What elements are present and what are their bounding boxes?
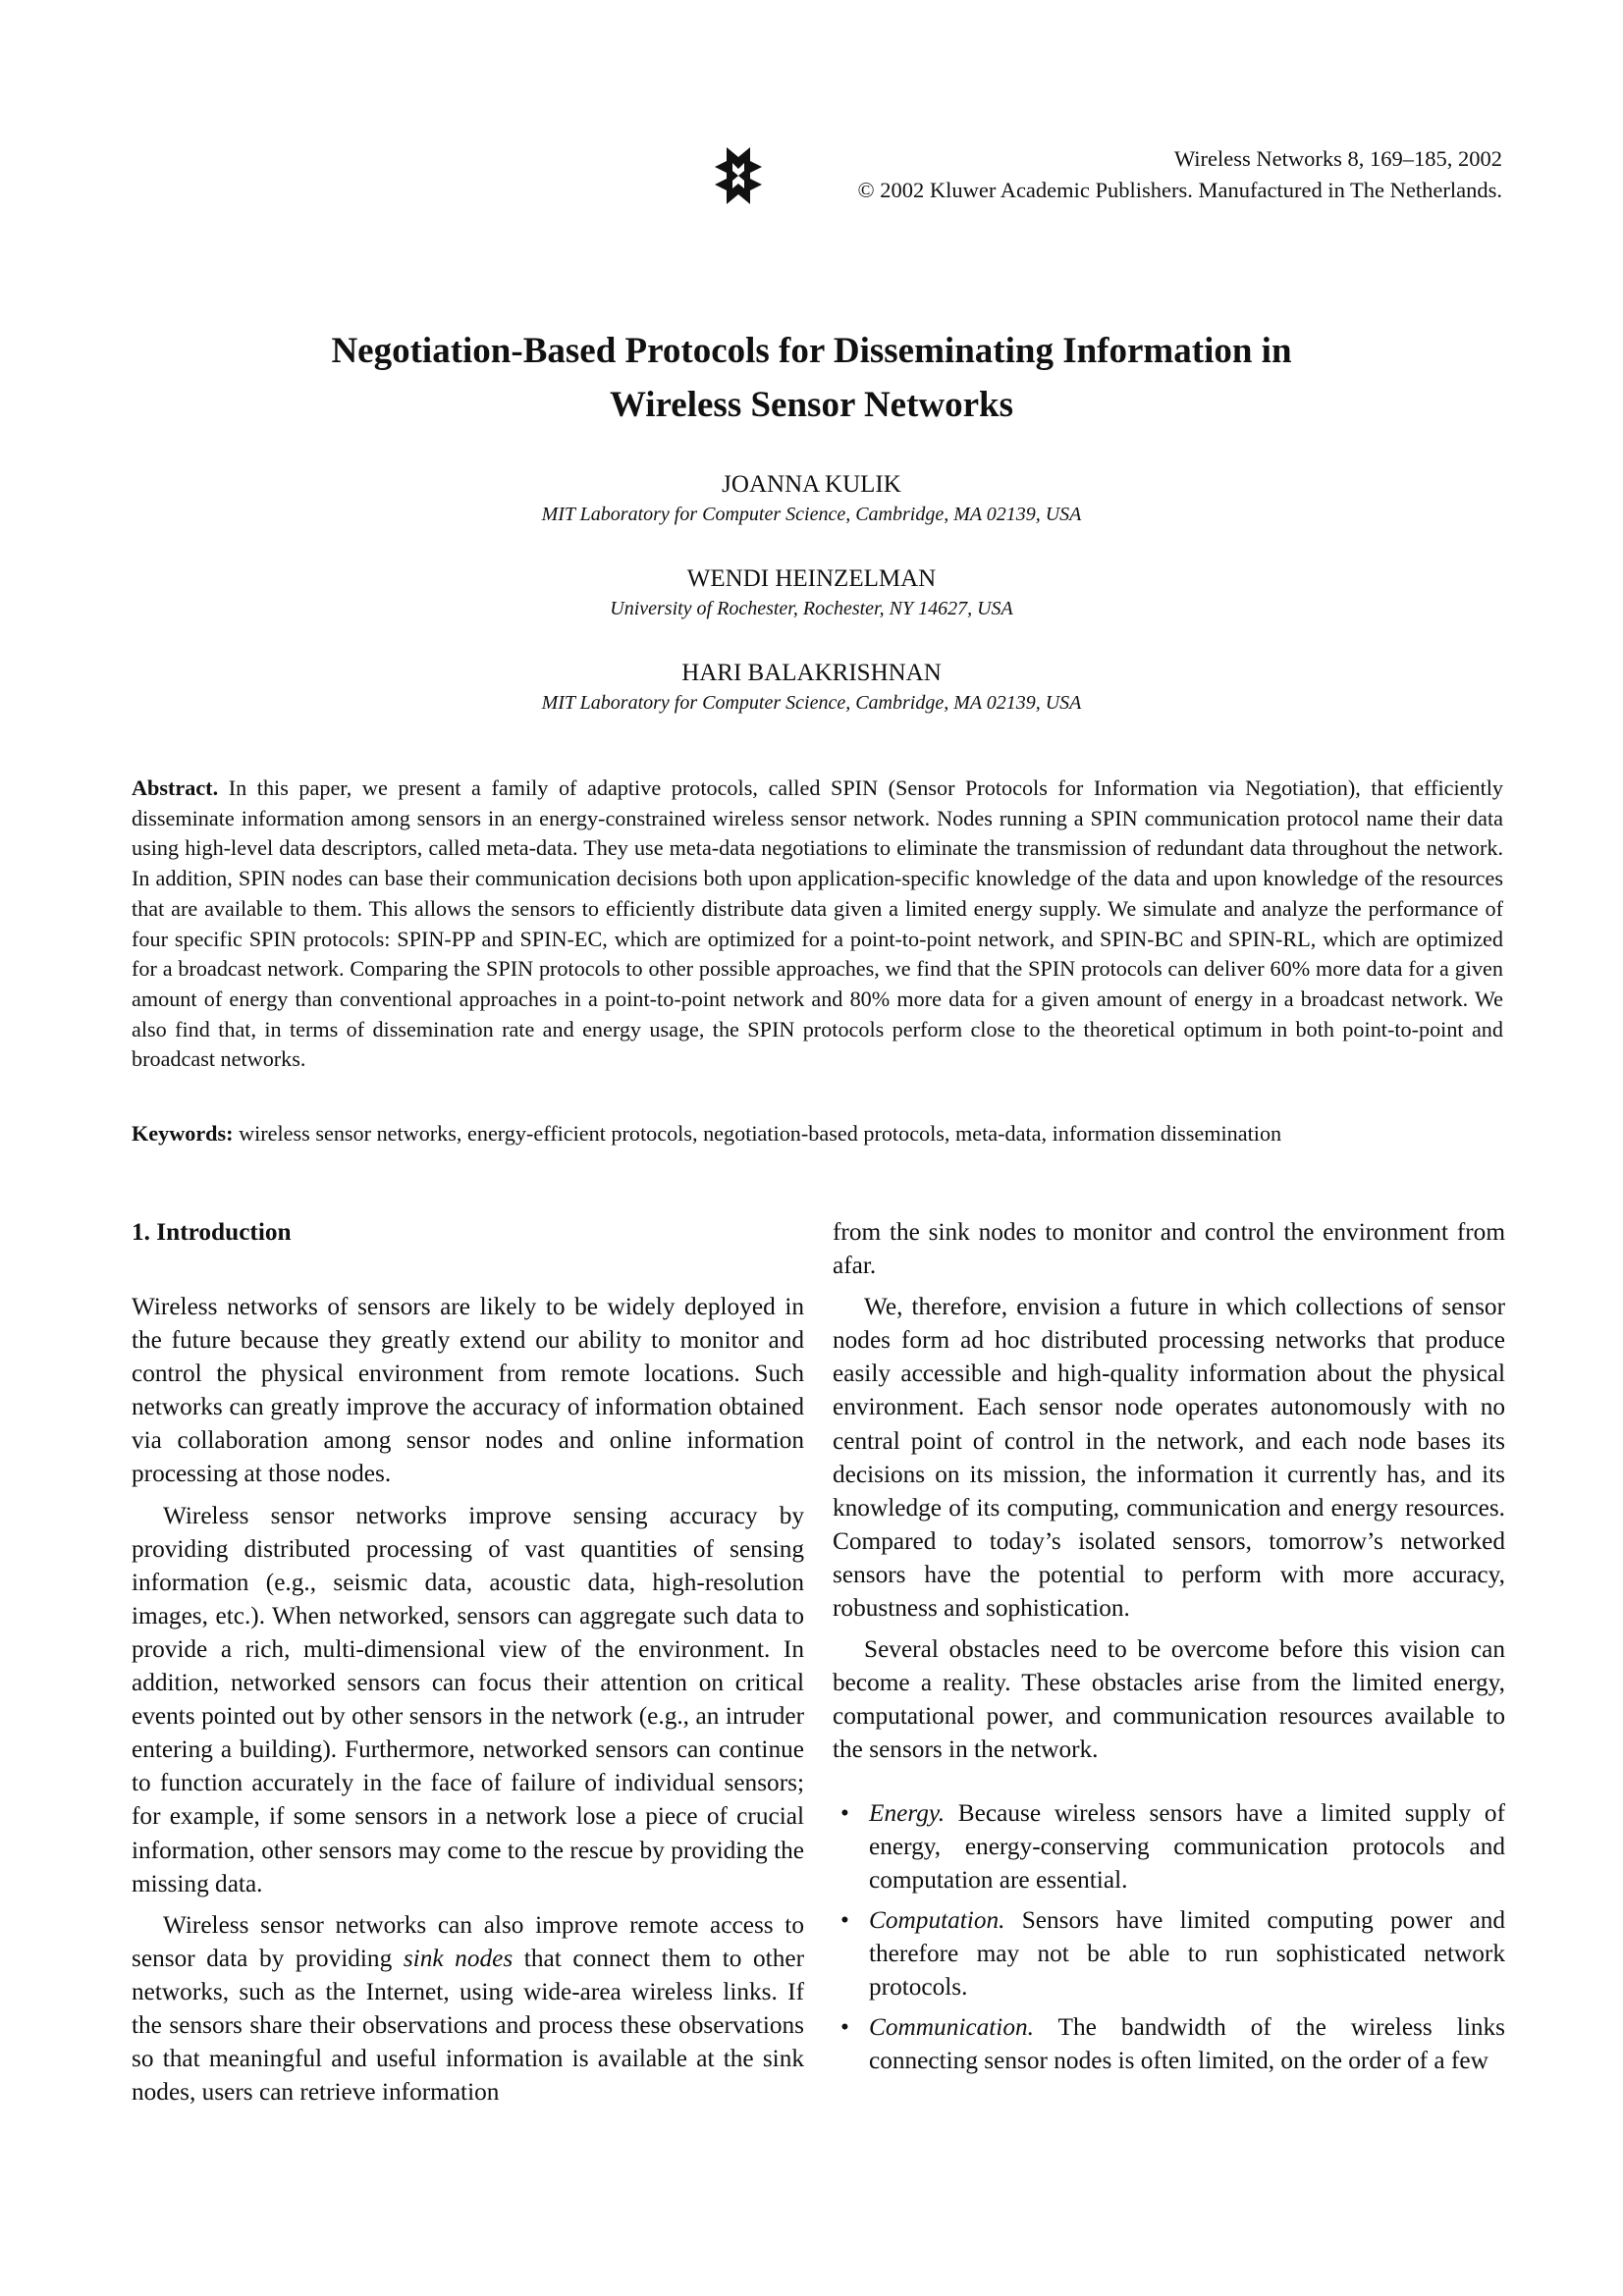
intro-paragraph-4: We, therefore, envision a future in which collections of sensor nodes form ad hoc distributed processing networks that produce easily accessible and high-quality information about the physical environment. Each sensor node operates autonomously with no central point of control in the network, and each node bases its decisions on its mission, the information it currently has, and its knowledge of its computing, communication and energy resources. Compared to today’s isolated sensors, tomorrow’s networked sensors have the potential to perform with more accuracy, robustness and sophistication. xyxy=(833,1293,1505,1623)
title-line-1: Negotiation-Based Protocols for Disseminating Information in xyxy=(331,331,1292,371)
title-line-2: Wireless Sensor Networks xyxy=(609,385,1014,425)
author-affiliation: MIT Laboratory for Computer Science, Cambridge, MA 02139, USA xyxy=(541,504,1082,525)
author-name: HARI BALAKRISHNAN xyxy=(681,660,942,686)
author-affiliation: University of Rochester, Rochester, NY 14627, USA xyxy=(610,598,1013,619)
list-item-text: Sensors have limited computing power and therefore may not be able to run sophisticated network protocols. xyxy=(869,1905,1505,2001)
list-item-text: Because wireless sensors have a limited supply of energy, energy-conserving communication protocols and computation are essential. xyxy=(869,1798,1505,1894)
section-heading: 1. Introduction xyxy=(132,1218,292,1246)
keywords-text: wireless sensor networks, energy-efficient protocols, negotiation-based protocols, meta-data, information dissemination xyxy=(239,1121,1282,1146)
keywords xyxy=(132,1119,1503,1148)
intro-paragraph-5: Several obstacles need to be overcome before this vision can become a reality. These obstacles arise from the limited energy, computational power, and communication resources available to the sensors in the network. xyxy=(833,1635,1505,1764)
intro-paragraph-3 xyxy=(132,1908,804,2109)
author-affiliation: MIT Laboratory for Computer Science, Cambridge, MA 02139, USA xyxy=(541,692,1082,714)
intro-paragraph-3-continued: from the sink nodes to monitor and control the environment from afar. xyxy=(833,1218,1505,1280)
author-block-2 xyxy=(147,563,1476,622)
keywords-label: Keywords: xyxy=(132,1121,234,1146)
author-name: JOANNA KULIK xyxy=(722,471,901,498)
author-name: WENDI HEINZELMAN xyxy=(686,565,937,592)
journal-header xyxy=(776,143,1502,206)
paragraph-text: Wireless sensor networks can also improve remote access to sensor data by providing xyxy=(132,1910,804,1972)
left-column xyxy=(132,1215,804,2109)
paper-title xyxy=(147,324,1476,432)
right-column xyxy=(833,1215,1505,2084)
abstract-label: Abstract. xyxy=(132,775,219,800)
author-block-3 xyxy=(147,658,1476,717)
obstacle-list xyxy=(833,1796,1505,2078)
paragraph-text: that connect them to other networks, such as the Internet, using wide-area wireless links. If the sensors share their observations and process these observations so that meaningful and useful information is available at the sink nodes, users can retrieve information xyxy=(132,1944,805,2107)
publisher-logo-icon xyxy=(715,147,762,204)
publisher-copyright: © 2002 Kluwer Academic Publishers. Manufactured in The Netherlands. xyxy=(857,178,1502,202)
emphasis-text: sink nodes xyxy=(403,1944,514,1972)
list-item-term: Communication. xyxy=(869,2013,1034,2042)
journal-citation: Wireless Networks 8, 169–185, 2002 xyxy=(1173,146,1502,171)
author-block-1 xyxy=(147,469,1476,528)
abstract-text: In this paper, we present a family of adaptive protocols, called SPIN (Sensor Protocols for Information via Negotiation), that efficiently disseminate information among sensors in an energy-constrained wireless sensor network. Nodes running a SPIN communication protocol name their data using high-level data descriptors, called meta-data. They use meta-data negotiations to eliminate the transmission of redundant data throughout the network. In addition, SPIN nodes can base their communication decisions both upon application-specific knowledge of the data and upon knowledge of the resources that are available to them. This allows the sensors to efficiently distribute data given a limited energy supply. We simulate and analyze the performance of four specific SPIN protocols: SPIN-PP and SPIN-EC, which are optimized for a point-to-point network, and SPIN-BC and SPIN-RL, which are optimized for a broadcast network. Comparing the SPIN protocols to other possible approaches, we find that the SPIN protocols can deliver 60% more data for a given amount of energy than conventional approaches in a point-to-point network and 80% more data for a given amount of energy in a broadcast network. We also find that, in terms of dissemination rate and energy usage, the SPIN protocols perform close to the theoretical optimum in both point-to-point and broadcast networks. xyxy=(132,775,1504,1072)
abstract xyxy=(132,774,1503,1075)
list-item xyxy=(833,2010,1505,2077)
list-item-term: Computation. xyxy=(869,1905,1005,1934)
list-item xyxy=(833,1796,1505,1896)
intro-paragraph-1: Wireless networks of sensors are likely to be widely deployed in the future because they greatly extend our ability to monitor and control the physical environment from remote locations. Such networks can greatly improve the accuracy of information obtained via collaboration among sensor nodes and online information processing at those nodes. xyxy=(132,1293,804,1488)
list-item xyxy=(833,1903,1505,2003)
list-item-term: Energy. xyxy=(869,1798,946,1827)
intro-paragraph-2: Wireless sensor networks improve sensing accuracy by providing distributed processing of vast quantities of sensing information (e.g., seismic data, acoustic data, high-resolution images, etc.). When networked, sensors can aggregate such data to provide a rich, multi-dimensional view of the environment. In addition, networked sensors can focus their attention on critical events pointed out by other sensors in the network (e.g., an intruder entering a building). Furthermore, networked sensors can continue to function accurately in the face of failure of individual sensors; for example, if some sensors in a network lose a piece of crucial information, other sensors may come to the rescue by providing the missing data. xyxy=(132,1501,804,1897)
list-item-text: The bandwidth of the wireless links connecting sensor nodes is often limited, on the order of a few xyxy=(869,2013,1505,2075)
